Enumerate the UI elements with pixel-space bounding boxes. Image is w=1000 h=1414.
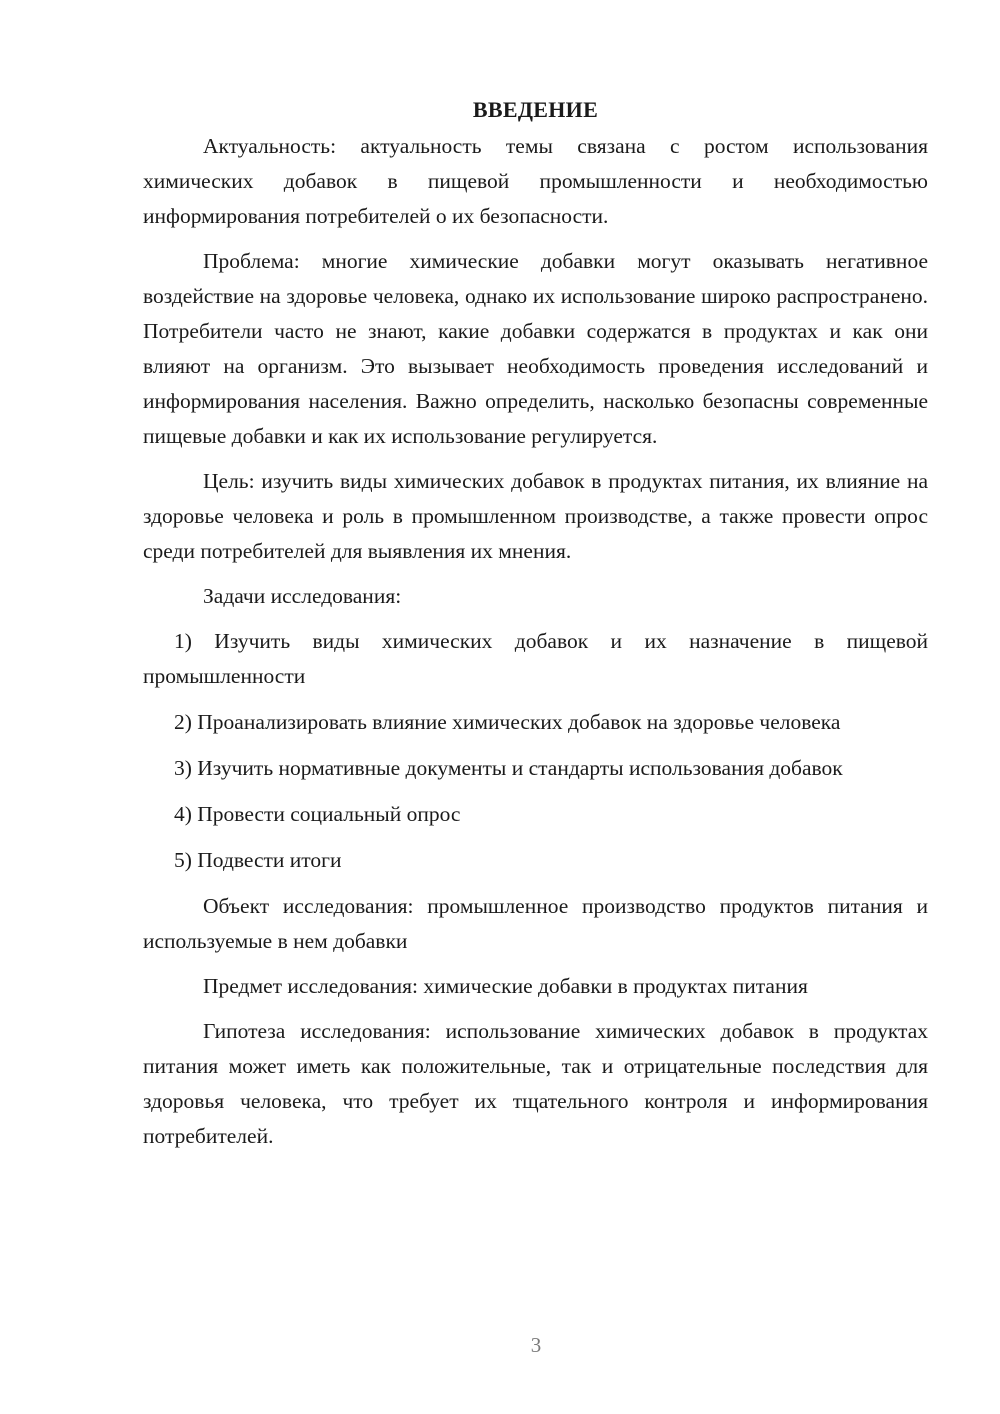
task-item-5: 5) Подвести итоги <box>174 848 342 872</box>
task-item-3: 3) Изучить нормативные документы и стандарты использования добавок <box>174 756 843 780</box>
task-item-4: 4) Провести социальный опрос <box>174 802 461 826</box>
problem-paragraph: Проблема: многие химические добавки могут оказывать негативное воздействие на здоровье человека, однако их использование широко распространено. Потребители часто не знают, какие добавки содержатся в продуктах и как они влияют на организм. Это вызывает необходимость проведения исследований и информирования населения. Важно определить, насколько безопасны современные пищевые добавки и как их использование регулируется. <box>143 249 928 448</box>
goal-paragraph: Цель: изучить виды химических добавок в продуктах питания, их влияние на здоровье человека и роль в промышленном производстве, а также провести опрос среди потребителей для выявления их мнения. <box>143 469 928 563</box>
subject-paragraph: Предмет исследования: химические добавки в продуктах питания <box>203 974 808 998</box>
page-number: 3 <box>530 1333 542 1357</box>
task-item-1: 1) Изучить виды химических добавок и их назначение в пищевой промышленности <box>143 629 928 688</box>
task-item-2: 2) Проанализировать влияние химических добавок на здоровье человека <box>174 710 841 734</box>
object-paragraph: Объект исследования: промышленное производство продуктов питания и используемые в нем добавки <box>143 894 928 953</box>
section-heading: ВВЕДЕНИЕ <box>472 97 599 122</box>
relevance-paragraph: Актуальность: актуальность темы связана с ростом использования химических добавок в пищевой промышленности и необходимостью информирования потребителей о их безопасности. <box>143 134 928 228</box>
hypothesis-paragraph: Гипотеза исследования: использование химических добавок в продуктах питания может иметь как положительные, так и отрицательные последствия для здоровья человека, что требует их тщательного контроля и информирования потребителей. <box>143 1019 928 1148</box>
document-page <box>143 95 928 1164</box>
tasks-title: Задачи исследования: <box>203 584 402 608</box>
